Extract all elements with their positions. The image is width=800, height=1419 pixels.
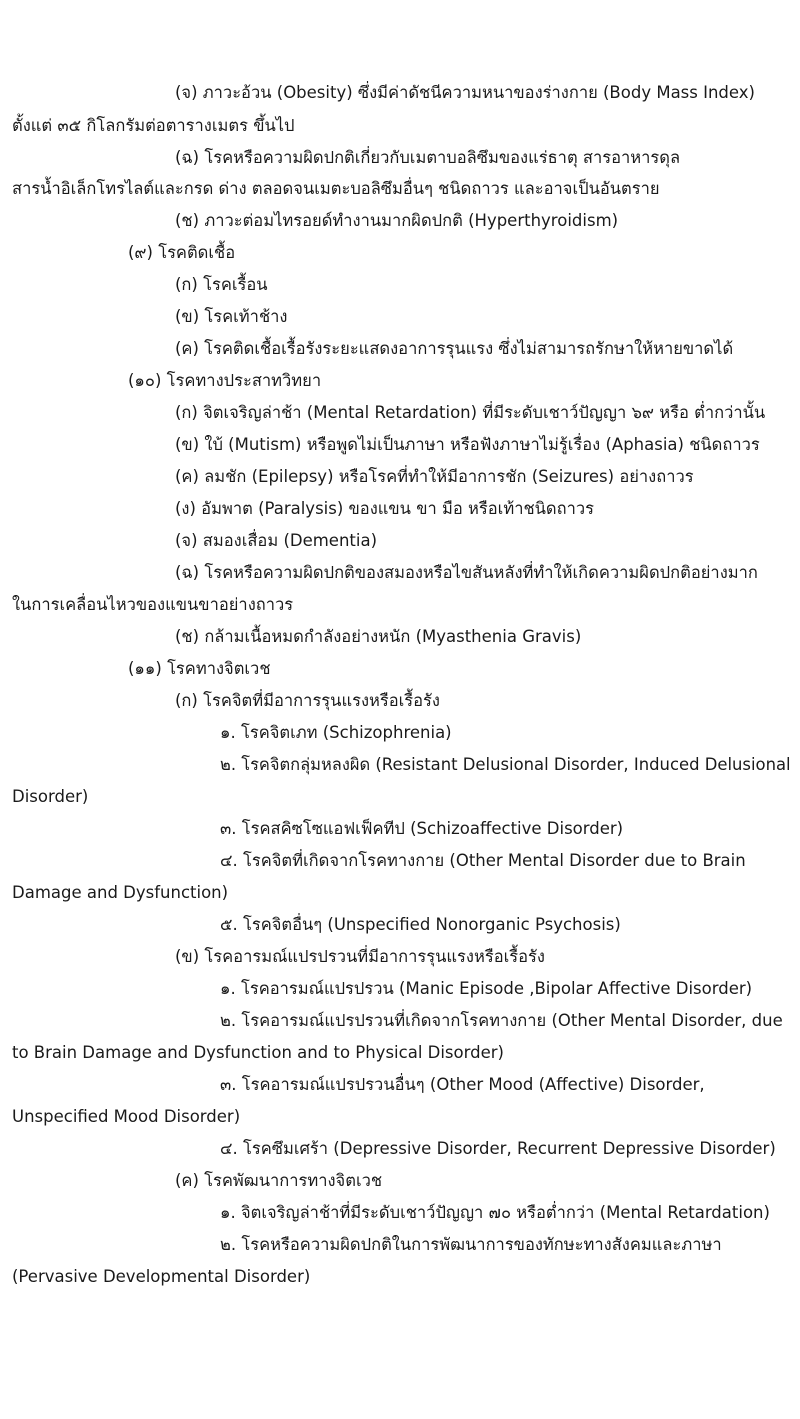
heading-psychiatric: (๑๑) โรคทางจิตเวช	[128, 659, 271, 678]
line-obesity: (จ) ภาวะอ้วน (Obesity) ซึ่งมีค่าดัชนีความหนาของร่างกาย (Body Mass Index)	[175, 83, 755, 102]
line-schizoaffective: ๓. โรคสคิซโซแอฟเฟ็คทีป (Schizoaffective Disorder)	[220, 819, 624, 838]
line-delusional: ๒. โรคจิตกลุ่มหลงผิด (Resistant Delusional Disorder, Induced Delusional	[220, 755, 791, 774]
line-mutism: (ข) ใบ้ (Mutism) หรือพูดไม่เป็นภาษา หรือฟังภาษาไม่รู้เรื่อง (Aphasia) ชนิดถาวร	[175, 435, 760, 454]
subheading-mood: (ข) โรคอารมณ์แปรปรวนที่มีอาการรุนแรงหรือเรื้อรัง	[175, 947, 545, 966]
line-organic-mood: ๒. โรคอารมณ์แปรปรวนที่เกิดจากโรคทางกาย (Other Mental Disorder, due	[220, 1011, 783, 1030]
subheading-developmental: (ค) โรคพัฒนาการทางจิตเวช	[175, 1171, 383, 1190]
line-pervasive-cont: (Pervasive Developmental Disorder)	[12, 1267, 311, 1286]
line-organic-psychosis-cont: Damage and Dysfunction)	[12, 883, 229, 902]
line-mental-retardation: (ก) จิตเจริญล่าช้า (Mental Retardation) ที่มีระดับเชาว์ปัญญา ๖๙ หรือ ต่ำกว่านั้น	[175, 403, 766, 422]
line-metabolism-cont: สารน้ำอิเล็กโทรไลต์และกรด ด่าง ตลอดจนเมตะบอลิซึมอื่นๆ ชนิดถาวร และอาจเป็นอันตราย	[12, 179, 660, 198]
line-organic-psychosis: ๔. โรคจิตที่เกิดจากโรคทางกาย (Other Mental Disorder due to Brain	[220, 851, 746, 870]
line-myasthenia: (ช) กล้ามเนื้อหมดกำลังอย่างหนัก (Myasthenia Gravis)	[175, 627, 582, 646]
line-chronic-infection: (ค) โรคติดเชื้อเรื้อรังระยะแสดงอาการรุนแรง ซึ่งไม่สามารถรักษาให้หายขาดได้	[175, 339, 734, 358]
line-organic-mood-cont: to Brain Damage and Dysfunction and to Physical Disorder)	[12, 1043, 504, 1062]
line-obesity-cont: ตั้งแต่ ๓๕ กิโลกรัมต่อตารางเมตร ขึ้นไป	[12, 116, 295, 135]
line-other-mood: ๓. โรคอารมณ์แปรปรวนอื่นๆ (Other Mood (Affective) Disorder,	[220, 1075, 705, 1094]
line-unspecified-psychosis: ๕. โรคจิตอื่นๆ (Unspecified Nonorganic Psychosis)	[220, 915, 621, 934]
line-elephantiasis: (ข) โรคเท้าช้าง	[175, 307, 288, 326]
line-dementia: (จ) สมองเสื่อม (Dementia)	[175, 531, 378, 550]
line-metabolism: (ฉ) โรคหรือความผิดปกติเกี่ยวกับเมตาบอลิซึมของแร่ธาตุ สารอาหารดุล	[175, 148, 681, 167]
line-pervasive: ๒. โรคหรือความผิดปกติในการพัฒนาการของทักษะทางสังคมและภาษา	[220, 1235, 722, 1254]
line-schizophrenia: ๑. โรคจิตเภท (Schizophrenia)	[220, 723, 452, 742]
line-paralysis: (ง) อัมพาต (Paralysis) ของแขน ขา มือ หรือเท้าชนิดถาวร	[175, 499, 595, 518]
subheading-psychosis: (ก) โรคจิตที่มีอาการรุนแรงหรือเรื้อรัง	[175, 691, 440, 710]
line-depressive: ๔. โรคซึมเศร้า (Depressive Disorder, Recurrent Depressive Disorder)	[220, 1139, 776, 1158]
heading-neurology: (๑๐) โรคทางประสาทวิทยา	[128, 371, 322, 390]
line-leprosy: (ก) โรคเรื้อน	[175, 275, 268, 294]
line-delusional-cont: Disorder)	[12, 787, 89, 806]
line-bipolar: ๑. โรคอารมณ์แปรปรวน (Manic Episode ,Bipolar Affective Disorder)	[220, 979, 753, 998]
line-hyperthyroidism: (ช) ภาวะต่อมไทรอยด์ทำงานมากผิดปกติ (Hyperthyroidism)	[175, 211, 619, 230]
line-epilepsy: (ค) ลมชัก (Epilepsy) หรือโรคที่ทำให้มีอาการชัก (Seizures) อย่างถาวร	[175, 467, 694, 486]
line-brain-spinal: (ฉ) โรคหรือความผิดปกติของสมองหรือไขสันหลังที่ทำให้เกิดความผิดปกติอย่างมาก	[175, 563, 758, 582]
line-brain-spinal-cont: ในการเคลื่อนไหวของแขนขาอย่างถาวร	[12, 595, 294, 614]
line-dev-retardation: ๑. จิตเจริญล่าช้าที่มีระดับเชาว์ปัญญา ๗๐ หรือต่ำกว่า (Mental Retardation)	[220, 1203, 770, 1222]
heading-infectious: (๙) โรคติดเชื้อ	[128, 243, 236, 262]
line-other-mood-cont: Unspecified Mood Disorder)	[12, 1107, 241, 1126]
